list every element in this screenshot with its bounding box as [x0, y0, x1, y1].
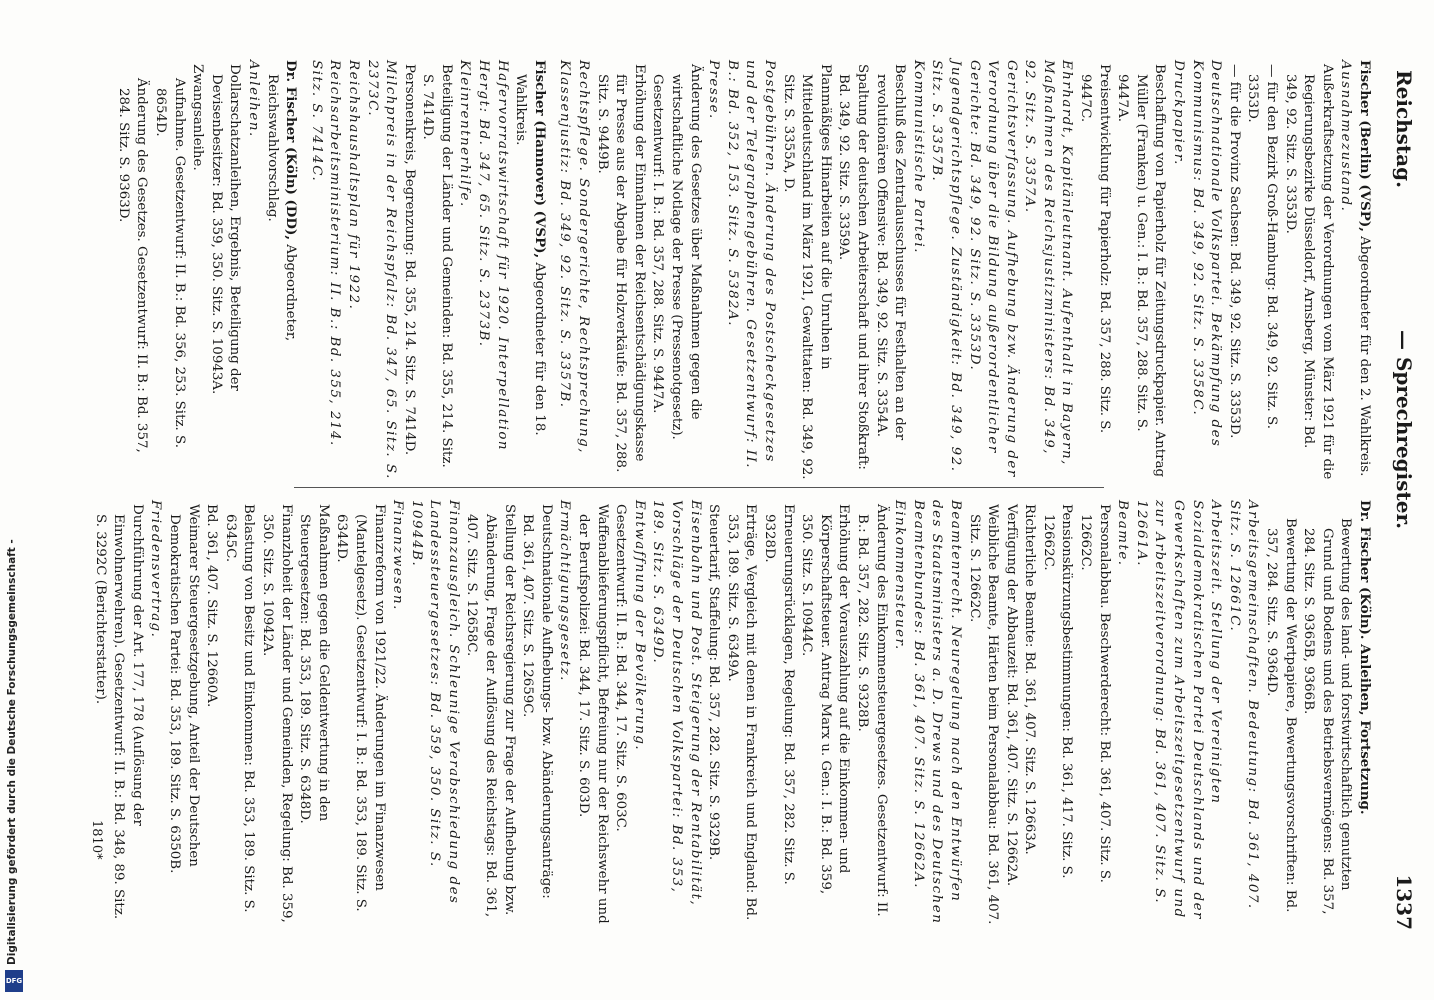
subject-reference: Weibliche Beamte, Härten beim Personalabbau: Bd. 361, 407. Sitz. S. 12662C.	[966, 504, 1001, 925]
subject-reference: Beschluß des Zentralausschusses für Festhalten an der revolutionären Offensive: Bd. 349, 92. Sitz. S. 3354A.	[873, 64, 908, 441]
subject-reference: Erträge, Vergleich mit denen in Frankreich und England: Bd. 353, 189. Sitz. S. 6349A.	[724, 504, 759, 921]
subject-heading: Kleinrentnerhilfe.	[457, 60, 473, 208]
right-column	[74, 500, 1374, 925]
subject-reference: Finanzhoheit der Länder und Gemeinden, Regelung: Bd. 359, 350. Sitz. S. 10942A.	[259, 504, 294, 923]
subject-reference: Personalabbau. Beschwerderecht: Bd. 361, 407. Sitz. S. 12662C.	[1078, 504, 1112, 883]
subject-reference: Planmäßiges Hinarbeiten auf die Unruhen in Mitteldeutschland im März 1921, Gewalttaten: Bd. 349, 92. Sitz. S. 3355A, D.	[780, 64, 833, 480]
subject-reference: Pensionskürzungsbestimmungen: Bd. 361, 417. Sitz. S. 12662C.	[1040, 504, 1075, 879]
subject-heading: Arbeitszeit. Stellung der Vereinigten Sozialdemokratischen Partei Deutschlands und der Gewerkschaften zum Arbeitszeitgesetzentwurf und zur Arbeitszeitverordnung: Bd. 361, 407. Sitz. S. 12661A.	[1133, 500, 1224, 920]
subject-reference: — für den Bezirk Groß-Hamburg: Bd. 349, 92. Sitz. S. 3353D.	[1245, 64, 1280, 429]
left-column	[74, 60, 1374, 480]
subject-reference: Änderung des Einkommensteuergesetzes. Gesetzentwurf: II. B.: Bd. 357, 282. Sitz. S. 9328B.	[854, 504, 889, 917]
subject-heading: Finanzwesen.	[390, 500, 406, 611]
subject-reference: Beteiligung der Länder und Gemeinden: Bd. 355, 214. Sitz. S. 7414D.	[420, 64, 454, 468]
person-name: Dr. Fischer (Köln) (DD),	[283, 60, 300, 241]
watermark	[4, 0, 26, 1000]
subject-reference: Zwangsanleihe.	[190, 64, 206, 171]
subject-reference: Erhöhung der Einnahmen der Reichsentschädigungskasse für Presse aus der Abgabe für Holzverkäufe: Bd. 357, 288. Sitz. S. 9449B.	[594, 64, 647, 473]
watermark-text: Digitalisierung gefördert durch die Deutsche Forschungsgemeinschaft -	[6, 539, 18, 965]
subject-reference: Gesetzentwurf: II. B.: Bd. 344, 17. Sitz. S. 603C.	[613, 504, 629, 832]
subject-reference: Bd. 361, 407. Sitz. S. 12660A.	[204, 504, 220, 708]
index-entry-head	[262, 60, 300, 480]
subject-heading: Eisenbahn und Post. Steigerung der Rentabilität, Vorschläge der Deutschen Volkspartei: Bd. 353, 189. Sitz. S. 6349D.	[650, 500, 703, 907]
subject-heading: Entwaffnung der Bevölkerung.	[631, 500, 647, 752]
person-description: Abgeordneter, Reichswahlvorschlag.	[264, 74, 299, 342]
subject-heading: Kommunistische Partei.	[910, 60, 926, 254]
subject-reference: Änderung des Gesetzes. Gesetzentwurf: II. B.: Bd. 357, 284. Sitz. S. 9363D.	[115, 78, 150, 453]
subject-reference: Richterliche Beamte: Bd. 361, 407. Sitz. S. 12663A.	[1022, 504, 1038, 855]
person-name: Fischer (Hannover) (VSP),	[531, 60, 548, 259]
subject-reference: Durchführung der Art. 177, 178 (Auflösung der Einwohnerwehren). Gesetzentwurf: II. B.: Bd. 348, 89. Sitz. S. 3292C (Berichterstatter).	[92, 504, 145, 920]
subject-heading: Deutschnationale Volkspartei. Bekämpfung des Kommunismus: Bd. 349, 92. Sitz. S. 3358C.	[1189, 60, 1224, 448]
subject-reference: Maßnahmen gegen die Geldentwertung in den Steuergesetzen: Bd. 353, 189. Sitz. S. 6348D.	[297, 504, 331, 824]
footer-signature: 1810*	[89, 820, 104, 860]
subject-reference: Preisentwicklung für Papierholz: Bd. 357, 288. Sitz. S. 9447C.	[1078, 64, 1112, 434]
subject-reference: Steuertarif, Staffelung: Bd. 357, 282. Sitz. S. 9329B.	[706, 504, 722, 861]
subject-heading: Jugendgerichtspflege. Zuständigkeit: Bd. 349, 92. Sitz. S. 3357B.	[929, 60, 963, 473]
subject-heading: Postgebühren. Änderung des Postscheckgesetzes und der Telegraphengebühren. Gesetzentwurf: II. B.: Bd. 352, 153. Sitz. S. 5382A.	[724, 60, 777, 470]
subject-heading: Gerichtsverfassung. Aufhebung bzw. Änderung der Verordnung über die Bildung außerordentlicher Gerichte: Bd. 349, 92. Sitz. S. 3353D.	[966, 60, 1019, 478]
subject-reference: Stellung der Reichsregierung zur Frage der Aufhebung bzw. Abänderung, Frage der Auflösung des Reichstags: Bd. 361, 407. Sitz. S. 12658C.	[464, 504, 517, 918]
subject-reference: — für die Provinz Sachsen: Bd. 349, 92. Sitz. S. 3353D.	[1226, 64, 1242, 439]
subject-heading: Friedensvertrag.	[148, 500, 164, 639]
subject-reference: Erhöhung der Vorauszahlung auf die Einkommen- und Körperschaftsteuer. Antrag Marx u. Gen.: I. B.: Bd. 359, 350. Sitz. S. 10944C.	[799, 504, 852, 895]
subject-reference: Änderung des Gesetzes über Maßnahmen gegen die wirtschaftliche Notlage der Presse (Pressenotgesetz). Gesetzentwurf: I. B.: Bd. 357, 288. Sitz. S. 9447A.	[650, 64, 703, 440]
person-description: Abgeordneter für den 18. Wahlkreis.	[513, 74, 547, 436]
subject-heading: Beamte.	[1115, 500, 1131, 567]
person-name: Fischer (Berlin) (VSP),	[1357, 60, 1373, 232]
subject-reference: Waffenablieferungspflicht, Befreiung nur der Reichswehr und der Berufspolizei: Bd. 344, 17. Sitz. S. 603D.	[576, 504, 610, 924]
subject-reference: Spaltung der deutschen Arbeiterschaft und ihrer Stoßkraft: Bd. 349, 92. Sitz. S. 3359A.	[836, 64, 870, 470]
subject-heading: Rechtspflege. Sondergerichte, Rechtsprechung, Klassenjustiz: Bd. 349, 92. Sitz. S. 3357B.	[557, 60, 592, 454]
page-number: 1337	[1392, 874, 1416, 930]
subject-reference: Außerkraftsetzung der Verordnungen vom März 1921 für die Regierungsbezirke Düsseldorf, Arnsberg, Münster: Bd. 349, 92. Sitz. S. 3353D.	[1282, 64, 1335, 480]
subject-heading: Ausnahmezustand.	[1338, 60, 1354, 213]
subject-heading: Presse.	[706, 60, 722, 120]
subject-reference: Beschaffung von Papierholz für Zeitungsdruckpapier. Antrag Müller (Franken) u. Gen.: I. B.: Bd. 357, 288. Sitz. S. 9447A.	[1115, 64, 1168, 478]
dfg-logo: DFG	[5, 970, 23, 992]
subject-reference: Finanzreform von 1921/22. Änderungen im Finanzwesen (Mantelgesetz). Gesetzentwurf: I. B.: Bd. 353, 189. Sitz. S. 6344D.	[334, 504, 387, 912]
subject-heading: Druckpapier.	[1171, 60, 1187, 166]
subject-heading: Reichshaushaltsplan für 1922. Reichsarbeitsministerium: II. B.: Bd. 355, 214. Sitz. S. 7414C.	[308, 60, 361, 447]
subject-reference: Deutschnationale Aufhebungs- bzw. Abänderungsanträge: Bd. 361, 407. Sitz. S. 12659C.	[520, 504, 554, 899]
subject-reference: Weimarer Steuergesetzgebung, Anteil der Deutschen Demokratischen Partei: Bd. 353, 189. Sitz. S. 6350B.	[167, 504, 201, 874]
header-subtitle: — Sprechregister.	[1392, 330, 1416, 530]
person-description: Abgeordneter für den 2. Wahlkreis.	[1357, 231, 1372, 477]
subject-reference: Erneuerungsrücklagen, Regelung: Bd. 357, 282. Sitz. S. 9328D.	[762, 504, 796, 885]
subject-reference: Dollarschatzanleihen, Ergebnis, Beteiligung der Devisenbesitzer: Bd. 359, 350. Sitz. S. 10943A.	[208, 64, 243, 395]
subject-heading: Ermächtigungsgesetz.	[557, 500, 573, 682]
subject-reference: Bewertung des land- und forstwirtschaftlich genutzten Grund und Bodens und des Betriebsvermögens: Bd. 357, 284. Sitz. S. 9365B, 9366B.	[1301, 518, 1354, 915]
subject-heading: Arbeitsgemeinschaften. Bedeutung: Bd. 361, 407. Sitz. S. 12661C.	[1226, 500, 1261, 910]
subject-reference: Belastung von Besitz und Einkommen: Bd. 353, 189. Sitz. S. 6345C.	[222, 504, 257, 913]
subject-heading: Beamtenrecht. Neuregelung nach den Entwürfen des Staatsministers a. D. Drews und des Deutschen Beamtenbundes: Bd. 361, 407. Sitz. S. 12662A.	[910, 500, 963, 925]
column-divider	[294, 487, 1104, 488]
subject-reference: Personenkreis, Begrenzung: Bd. 355, 214. Sitz. S. 7414D.	[401, 64, 417, 456]
index-entry-head	[1354, 60, 1374, 480]
subject-heading: Hafervorratswirtschaft für 1920. Interpellation Hergt: Bd. 347, 65. Sitz. S. 2373B.	[476, 60, 510, 452]
index-entry-head	[511, 60, 549, 480]
subject-reference: Verfügung der Abbauzeit: Bd. 361, 407. Sitz. S. 12662A.	[1003, 504, 1019, 887]
subject-reference: Aufnahme. Gesetzentwurf: II. B.: Bd. 356, 253. Sitz. S. 8654D.	[153, 78, 187, 448]
subject-heading: Finanzausgleich. Schleunige Verabschiedung des Landessteuergesetzes: Bd. 359, 350. Sitz. S. 10944B.	[408, 500, 461, 905]
subject-heading: Anleihen.	[245, 60, 261, 138]
subject-heading: Ehrhardt, Kapitänleutnant. Aufenthalt in Bayern, Maßnahmen des Reichsjustizministers: Bd. 349, 92. Sitz. S. 3357A.	[1022, 60, 1075, 466]
subject-heading: Einkommensteuer.	[892, 500, 908, 651]
column-head: Dr. Fischer (Köln). Anleihen, Fortsetzung.	[1357, 500, 1373, 815]
subject-reference: Bewertung der Wertpapiere, Bewertungsvorschriften: Bd. 357, 284. Sitz. S. 9364D.	[1264, 518, 1298, 913]
header-title: Reichstag.	[1392, 70, 1416, 189]
page-header	[1382, 70, 1422, 930]
subject-heading: Milchpreis in der Reichspfalz: Bd. 347, 65. Sitz. S. 2373C.	[364, 60, 399, 480]
